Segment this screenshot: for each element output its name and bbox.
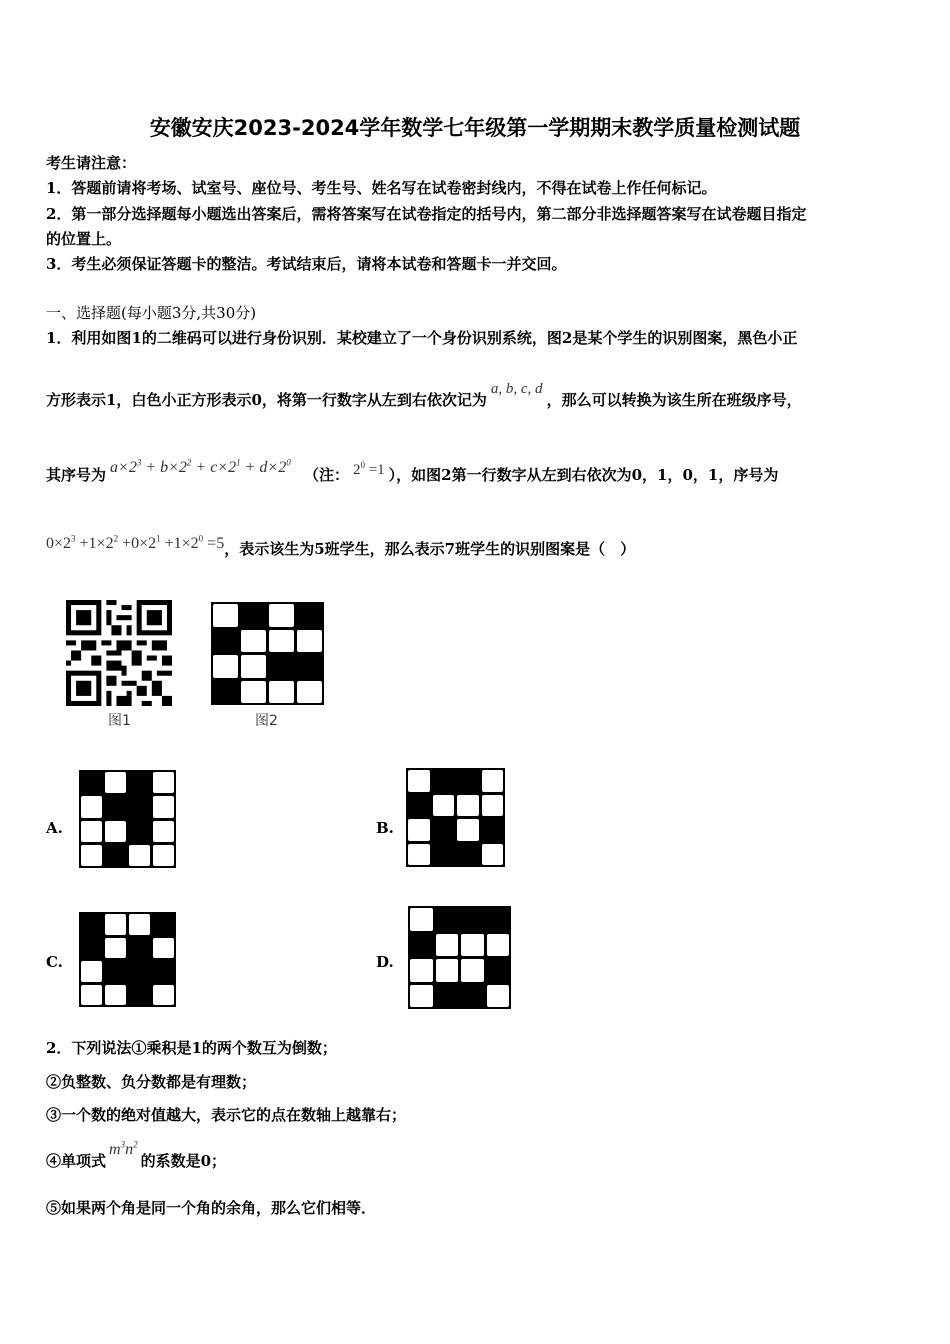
q2-line4-post: 的系数是0； bbox=[140, 1152, 227, 1170]
option-c-label[interactable]: C. bbox=[46, 953, 63, 971]
q1-line1: 1．利用如图1的二维码可以进行身份识别．某校建立了一个身份识别系统，图2是某个学生的识别图案，黑色小正 bbox=[46, 329, 798, 347]
notice-item-1: 1．答题前请将考场、试室号、座位号、考生号、姓名写在试卷密封线内，不得在试卷上作任何标记。 bbox=[46, 179, 717, 197]
option-b-label[interactable]: B. bbox=[376, 819, 394, 837]
q1-line4-post: ，表示该生为5班学生，那么表示7班学生的识别图案是（ ） bbox=[224, 540, 636, 558]
section-heading: 一、选择题(每小题3分,共30分) bbox=[46, 304, 257, 322]
figure-1-caption: 图1 bbox=[108, 713, 131, 729]
notice-heading: 考生请注意： bbox=[46, 154, 137, 172]
q2-line5: ⑤如果两个角是同一个角的余角，那么它们相等． bbox=[46, 1199, 377, 1217]
figure-2-grid bbox=[211, 602, 324, 705]
notice-item-3: 3．考生必须保证答题卡的整洁。考试结束后，请将本试卷和答题卡一并交回。 bbox=[46, 255, 567, 273]
notice-item-2: 2．第一部分选择题每小题选出答案后，需将答案写在试卷指定的括号内，第二部分非选择题答案写在试卷题目指定 bbox=[46, 205, 807, 223]
q1-line3-note-pre: （注： bbox=[303, 466, 349, 484]
page-title: 安徽安庆2023-2024学年数学七年级第一学期期末教学质量检测试题 bbox=[149, 116, 801, 140]
q2-line1: 2．下列说法①乘积是1的两个数互为倒数； bbox=[46, 1039, 337, 1057]
notice-item-2-cont: 的位置上。 bbox=[46, 230, 122, 248]
q1-line4 bbox=[46, 533, 636, 559]
option-a-label[interactable]: A. bbox=[46, 819, 63, 837]
q1-line2-post: ，那么可以转换为该生所在班级序号， bbox=[546, 391, 802, 409]
q1-variables: a, b, c, d bbox=[490, 381, 543, 397]
q1-line2-pre: 方形表示1，白色小正方形表示0，将第一行数字从左到右依次记为 bbox=[46, 391, 487, 409]
q2-line3: ③一个数的绝对值越大，表示它的点在数轴上越靠右； bbox=[46, 1106, 407, 1124]
q1-line3 bbox=[46, 457, 779, 485]
option-d-grid[interactable] bbox=[408, 906, 511, 1009]
option-c-grid[interactable] bbox=[79, 912, 176, 1007]
q2-line4 bbox=[46, 1139, 227, 1171]
q1-line3-note-post: ），如图2第一行数字从左到右依次为0，1，0，1，序号为 bbox=[388, 466, 779, 484]
q1-line2 bbox=[46, 381, 802, 410]
qr-code-figure bbox=[66, 600, 172, 706]
q1-example-formula: $0\times 2^3 +1\times 2^2 +0\times 2^1 +1\times 2^0 =5$ bbox=[46, 533, 225, 552]
option-d-label[interactable]: D. bbox=[376, 953, 394, 971]
q1-line3-pre: 其序号为 bbox=[46, 466, 107, 484]
q2-line4-pre: ④单项式 bbox=[46, 1152, 107, 1170]
q2-monomial: $m^3n^2$ bbox=[109, 1139, 138, 1158]
option-a-grid[interactable] bbox=[79, 770, 176, 868]
q1-note-math: $2^0 =1$ bbox=[352, 460, 385, 478]
q1-formula: $a\times 2^3 + b\times 2^2 + c\times 2^1 + d\times 2^0$ bbox=[110, 457, 291, 476]
q2-line2: ②负整数、负分数都是有理数； bbox=[46, 1073, 257, 1091]
figure-2-caption: 图2 bbox=[255, 713, 278, 729]
option-b-grid[interactable] bbox=[406, 768, 505, 867]
